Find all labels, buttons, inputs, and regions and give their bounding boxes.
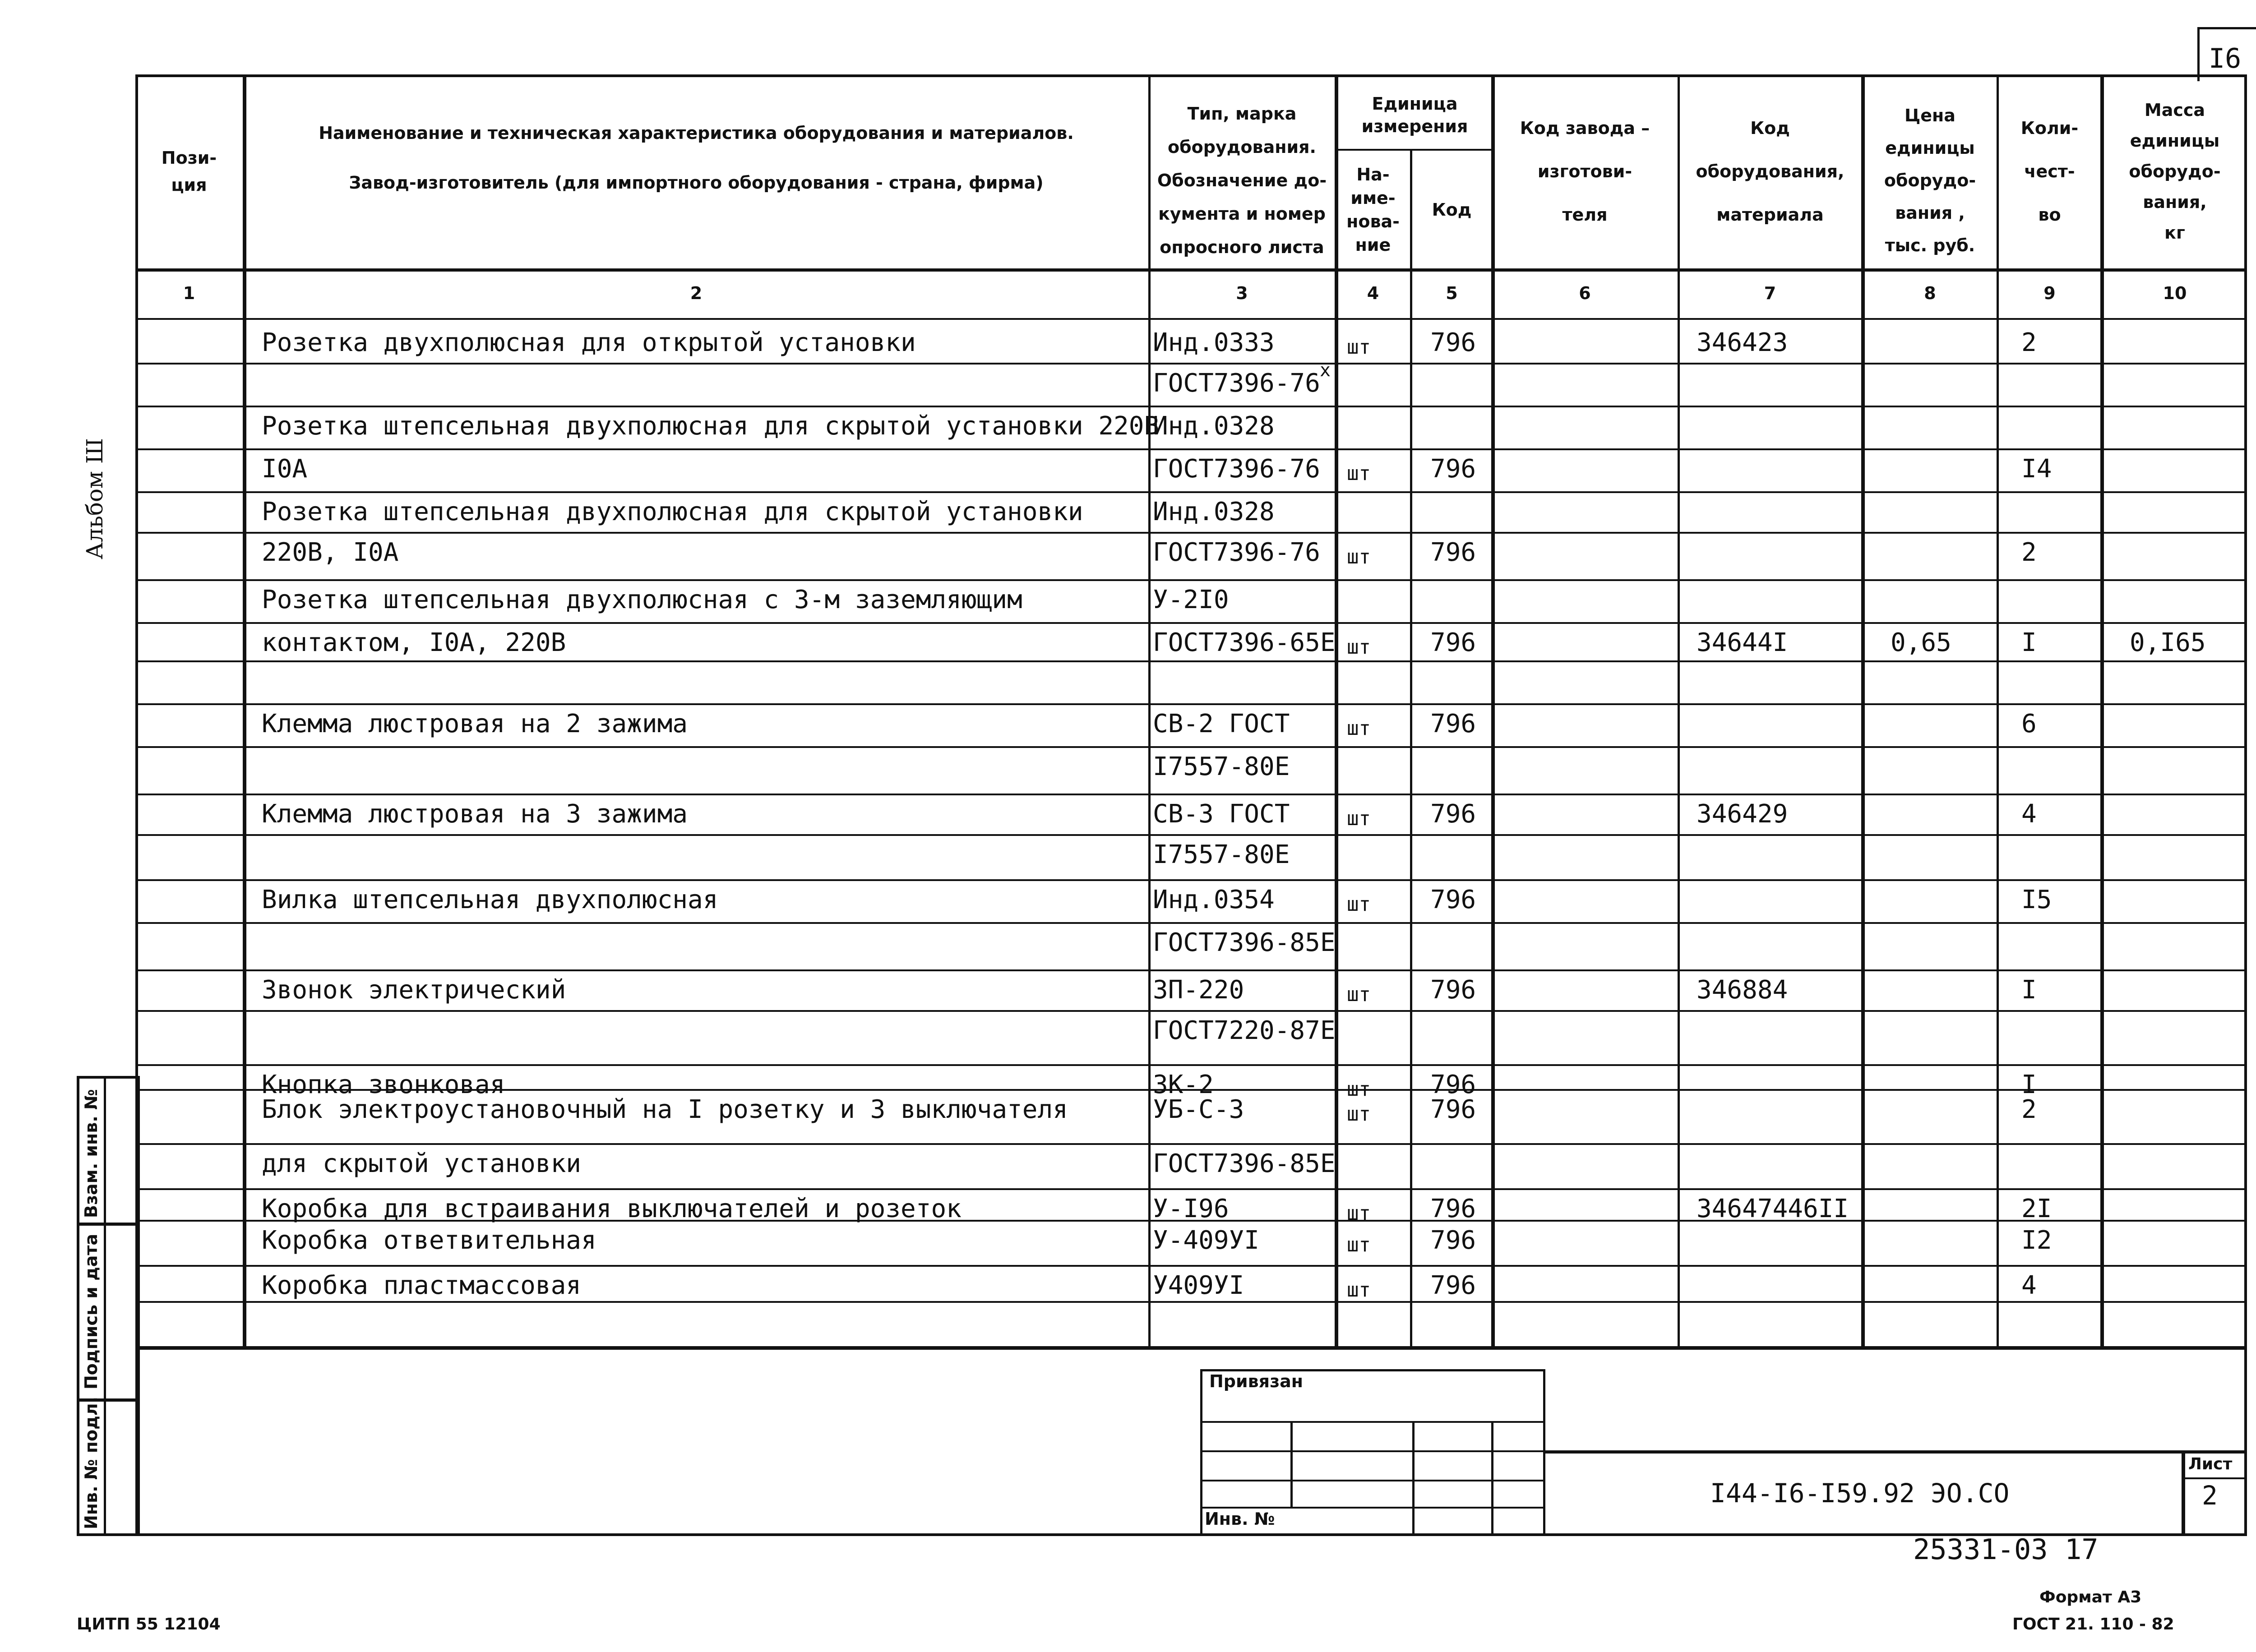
cell-name: Клемма люстровая на 2 зажима	[262, 709, 688, 738]
cell-price: 0,65	[1891, 628, 1951, 657]
cell-type: ГОСТ7396-65Е	[1153, 628, 1336, 657]
cell-name: I0А	[262, 454, 308, 484]
cell-type: Инд.0333	[1153, 328, 1275, 357]
cell-type: ГОСТ7396-76	[1153, 454, 1320, 484]
cell-type: ЗП-220	[1153, 975, 1244, 1005]
col-num-8: 8	[1924, 283, 1936, 303]
cell-qty: 4	[2021, 1271, 2037, 1300]
row-rule	[135, 660, 2247, 662]
cell-type: ГОСТ7396-76	[1153, 538, 1320, 567]
cell-qty: 6	[2021, 709, 2037, 738]
cell-unit: шт	[1347, 1202, 1371, 1225]
cell-type: ГОСТ7220-87Е	[1153, 1016, 1336, 1045]
row-rule	[135, 794, 2247, 795]
cell-code: 796	[1430, 1194, 1476, 1223]
row-rule	[135, 922, 2247, 924]
bound-label: Привязан	[1209, 1371, 1304, 1391]
cell-name: Звонок электрический	[262, 975, 566, 1005]
row-rule	[135, 746, 2247, 748]
cell-unit: шт	[1347, 983, 1371, 1006]
archive-number: 25331-03 17	[1913, 1533, 2099, 1566]
cell-type: ГОСТ7396-76	[1153, 369, 1320, 398]
bound-col	[1290, 1421, 1293, 1507]
row-rule	[135, 491, 2247, 493]
cell-type: Инд.0354	[1153, 885, 1275, 914]
row-rule	[135, 703, 2247, 705]
cell-unit: шт	[1347, 717, 1371, 740]
header-unit-group: Единица измерения	[1361, 94, 1468, 136]
cell-type: У-409УI	[1153, 1226, 1260, 1255]
sheet-number: I6	[2209, 43, 2242, 74]
cell-code: 796	[1430, 885, 1476, 914]
sheet-rule	[2182, 1477, 2247, 1479]
cell-name: Розетка штепсельная двухполюсная для скрытой установки 220В	[262, 411, 1160, 441]
row-rule	[135, 406, 2247, 407]
stamp-divider	[104, 1076, 106, 1536]
cell-qty: 2	[2021, 538, 2037, 567]
cell-name: Коробка пластмассовая	[262, 1271, 582, 1300]
cell-type: I7557-80Е	[1153, 752, 1290, 781]
cell-name: Клемма люстровая на 3 зажима	[262, 799, 688, 829]
row-rule	[135, 1143, 2247, 1145]
header-name: Наименование и техническая характеристика оборудования и материалов. Завод-изготовитель (для импортного оборудования - страна, фирма)	[319, 123, 1074, 193]
cell-name: Розетка штепсельная двухполюсная с 3-м заземляющим	[262, 585, 1022, 614]
cell-unit: шт	[1347, 1103, 1371, 1126]
cell-type: ГОСТ7396-85Е	[1153, 1149, 1336, 1178]
cell-type: ЗК-2	[1153, 1070, 1214, 1099]
cell-eq: 34644I	[1697, 628, 1788, 657]
cell-code: 796	[1430, 1070, 1476, 1099]
cell-qty: I5	[2021, 885, 2052, 914]
cell-qty: I	[2021, 1070, 2037, 1099]
cell-name: Вилка штепсельная двухполюсная	[262, 885, 718, 914]
printer-code: ЦИТП 55 12104	[77, 1615, 221, 1634]
stamp-divider	[77, 1223, 138, 1226]
cell-unit: шт	[1347, 1278, 1371, 1301]
cell-mass: 0,I65	[2130, 628, 2206, 657]
cell-type: У-2I0	[1153, 585, 1229, 614]
cell-unit: шт	[1347, 1078, 1371, 1101]
col-line	[243, 74, 246, 1349]
title-block-rule	[1545, 1450, 2247, 1454]
col-num-1: 1	[183, 283, 195, 303]
cell-unit: шт	[1347, 636, 1371, 659]
cell-code: 796	[1430, 328, 1476, 357]
cell-qty: I	[2021, 628, 2037, 657]
cell-eq: 34647446II	[1697, 1194, 1849, 1223]
cell-name: контактом, I0А, 220В	[262, 628, 566, 657]
cell-name: Коробка ответвительная	[262, 1226, 596, 1255]
col-line	[1678, 74, 1680, 1349]
cell-code: 796	[1430, 628, 1476, 657]
document-code: I44-I6-I59.92 ЭО.СО	[1710, 1478, 2010, 1509]
cell-qty: 2I	[2021, 1194, 2052, 1223]
col-num-4: 4	[1367, 283, 1379, 303]
cell-name: Блок электроустановочный на I розетку и 3 выключателя	[262, 1095, 1068, 1124]
cell-code: 796	[1430, 709, 1476, 738]
cell-type: Инд.0328	[1153, 497, 1275, 526]
cell-qty: 2	[2021, 1095, 2037, 1124]
cell-eq: 346423	[1697, 328, 1788, 357]
stamp-label-signature: Подпись и дата	[81, 1233, 101, 1389]
header-quantity: Коли- чест- во	[2020, 118, 2079, 225]
cell-type: СВ-2 ГОСТ	[1153, 709, 1290, 738]
header-price: Цена единицы оборудо- вания , тыс. руб.	[1884, 106, 1976, 255]
cell-type: Инд.0328	[1153, 411, 1275, 441]
cell-qty: I2	[2021, 1226, 2052, 1255]
cell-name: для скрытой установки	[262, 1149, 582, 1178]
cell-name: Розетка двухполюсная для открытой установки	[262, 328, 916, 357]
row-rule	[135, 834, 2247, 836]
row-rule	[135, 1188, 2247, 1190]
cell-type: ГОСТ7396-85Е	[1153, 928, 1336, 957]
cell-unit: шт	[1347, 893, 1371, 916]
header-mass: Масса единицы оборудо- вания, кг	[2129, 100, 2221, 243]
bound-rule	[1200, 1450, 1545, 1452]
cell-qty: I	[2021, 975, 2037, 1005]
cell-qty: I4	[2021, 454, 2052, 484]
cell-name: Кнопка звонковая	[262, 1070, 505, 1099]
header-equipment-code: Код оборудования, материала	[1696, 118, 1845, 225]
row-rule	[135, 622, 2247, 624]
bound-rule	[1200, 1507, 1545, 1509]
bound-col	[1491, 1421, 1493, 1536]
type-superscript: х	[1320, 360, 1331, 381]
cell-name: 220В, I0А	[262, 538, 399, 567]
cell-code: 796	[1430, 1095, 1476, 1124]
col-num-10: 10	[2163, 283, 2187, 303]
cell-code: 796	[1430, 1271, 1476, 1300]
cell-type: СВ-3 ГОСТ	[1153, 799, 1290, 829]
row-rule	[135, 579, 2247, 581]
header-position: Пози- ция	[161, 148, 217, 195]
cell-type: I7557-80Е	[1153, 840, 1290, 869]
cell-type: У-I96	[1153, 1194, 1229, 1223]
cell-code: 796	[1430, 454, 1476, 484]
col-line	[2100, 74, 2104, 1349]
col-num-9: 9	[2043, 283, 2056, 303]
header-unit-name: На- име- нова- ние	[1346, 165, 1400, 255]
col-num-2: 2	[690, 283, 703, 303]
bound-rule	[1200, 1480, 1545, 1481]
cell-qty: 2	[2021, 328, 2037, 357]
bound-rule	[1200, 1421, 1545, 1423]
cell-type: У409УI	[1153, 1271, 1244, 1300]
bound-col	[1412, 1421, 1415, 1536]
cell-eq: 346429	[1697, 799, 1788, 829]
cell-qty: 4	[2021, 799, 2037, 829]
col-line	[1997, 74, 1999, 1349]
row-rule	[135, 1265, 2247, 1267]
col-line	[1491, 74, 1495, 1349]
row-rule	[135, 879, 2247, 881]
cell-code: 796	[1430, 975, 1476, 1005]
cell-code: 796	[1430, 1226, 1476, 1255]
sheet-value: 2	[2202, 1480, 2218, 1511]
col-line	[1410, 149, 1412, 1349]
cell-name: Коробка для встраивания выключателей и розеток	[262, 1194, 962, 1223]
col-num-6: 6	[1579, 283, 1591, 303]
format-label: Формат А3	[2039, 1588, 2142, 1606]
row-rule	[135, 363, 2247, 365]
sheet-label: Лист	[2188, 1455, 2233, 1473]
col-num-5: 5	[1446, 283, 1458, 303]
stamp-label-original: Инв. № подл.	[81, 1396, 101, 1529]
header-type: Тип, марка оборудования. Обозначение до- кумента и номер опросного листа	[1157, 104, 1327, 257]
table-bottom-rule	[135, 1347, 2247, 1350]
row-rule	[135, 1064, 2247, 1066]
number-row-rule	[135, 318, 2247, 320]
cell-unit: шт	[1347, 462, 1371, 485]
inv-label: Инв. №	[1205, 1509, 1275, 1529]
col-num-7: 7	[1764, 283, 1776, 303]
col-num-3: 3	[1236, 283, 1248, 303]
row-rule	[135, 532, 2247, 534]
cell-unit: шт	[1347, 336, 1371, 359]
header-plant-code: Код завода – изготови- теля	[1520, 118, 1650, 225]
gost-label: ГОСТ 21. 110 - 82	[2012, 1615, 2174, 1634]
cell-unit: шт	[1347, 1233, 1371, 1256]
unit-group-rule	[1336, 149, 1493, 151]
cell-type: УБ-С-3	[1153, 1095, 1244, 1124]
cell-name: Розетка штепсельная двухполюсная для скрытой установки	[262, 497, 1083, 526]
cell-code: 796	[1430, 799, 1476, 829]
row-rule	[135, 1010, 2247, 1012]
header-unit-code: Код	[1432, 200, 1472, 220]
sheet-col-line	[2182, 1450, 2185, 1536]
row-rule	[135, 969, 2247, 971]
cell-unit: шт	[1347, 545, 1371, 568]
cell-unit: шт	[1347, 807, 1371, 830]
cell-eq: 346884	[1697, 975, 1788, 1005]
stamp-label-replacement: Взам. инв. №	[81, 1089, 101, 1218]
album-label: Альбом Ш	[82, 438, 108, 559]
row-rule	[135, 448, 2247, 450]
cell-code: 796	[1430, 538, 1476, 567]
